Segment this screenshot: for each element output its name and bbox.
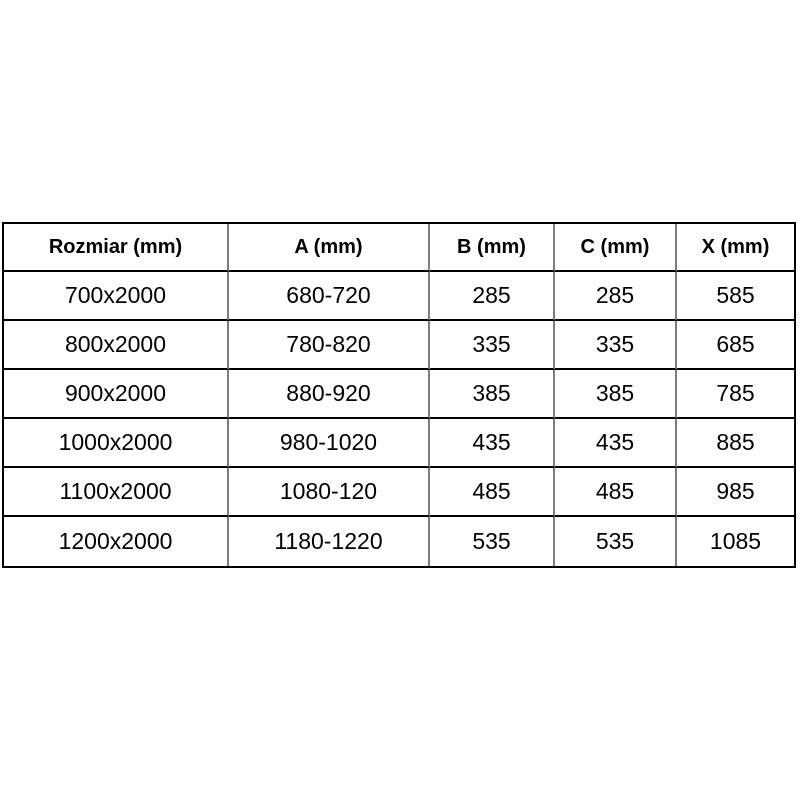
table-row bbox=[4, 321, 794, 370]
cell-rozmiar: 700x2000 bbox=[4, 272, 229, 321]
cell-x: 785 bbox=[677, 370, 794, 419]
table-row bbox=[4, 370, 794, 419]
cell-rozmiar: 800x2000 bbox=[4, 321, 229, 370]
cell-c: 435 bbox=[555, 419, 677, 468]
cell-b: 535 bbox=[430, 517, 555, 566]
table-row bbox=[4, 419, 794, 468]
header-cell-x: X (mm) bbox=[677, 224, 794, 272]
cell-a: 680-720 bbox=[229, 272, 430, 321]
cell-a: 1080-120 bbox=[229, 468, 430, 517]
cell-a: 780-820 bbox=[229, 321, 430, 370]
table-row bbox=[4, 272, 794, 321]
cell-x: 685 bbox=[677, 321, 794, 370]
cell-c: 535 bbox=[555, 517, 677, 566]
table-row bbox=[4, 468, 794, 517]
cell-c: 485 bbox=[555, 468, 677, 517]
header-cell-c: C (mm) bbox=[555, 224, 677, 272]
cell-x: 585 bbox=[677, 272, 794, 321]
table-row bbox=[4, 517, 794, 566]
cell-rozmiar: 1200x2000 bbox=[4, 517, 229, 566]
cell-c: 335 bbox=[555, 321, 677, 370]
cell-x: 885 bbox=[677, 419, 794, 468]
cell-a: 1180-1220 bbox=[229, 517, 430, 566]
cell-b: 335 bbox=[430, 321, 555, 370]
cell-rozmiar: 900x2000 bbox=[4, 370, 229, 419]
cell-a: 980-1020 bbox=[229, 419, 430, 468]
cell-b: 285 bbox=[430, 272, 555, 321]
cell-b: 435 bbox=[430, 419, 555, 468]
header-row bbox=[4, 224, 794, 272]
cell-b: 385 bbox=[430, 370, 555, 419]
size-spec-table-container bbox=[2, 222, 796, 568]
cell-c: 285 bbox=[555, 272, 677, 321]
cell-a: 880-920 bbox=[229, 370, 430, 419]
cell-x: 985 bbox=[677, 468, 794, 517]
cell-c: 385 bbox=[555, 370, 677, 419]
header-cell-b: B (mm) bbox=[430, 224, 555, 272]
cell-b: 485 bbox=[430, 468, 555, 517]
header-cell-rozmiar: Rozmiar (mm) bbox=[4, 224, 229, 272]
cell-rozmiar: 1100x2000 bbox=[4, 468, 229, 517]
cell-rozmiar: 1000x2000 bbox=[4, 419, 229, 468]
size-spec-table bbox=[4, 224, 794, 566]
header-cell-a: A (mm) bbox=[229, 224, 430, 272]
cell-x: 1085 bbox=[677, 517, 794, 566]
